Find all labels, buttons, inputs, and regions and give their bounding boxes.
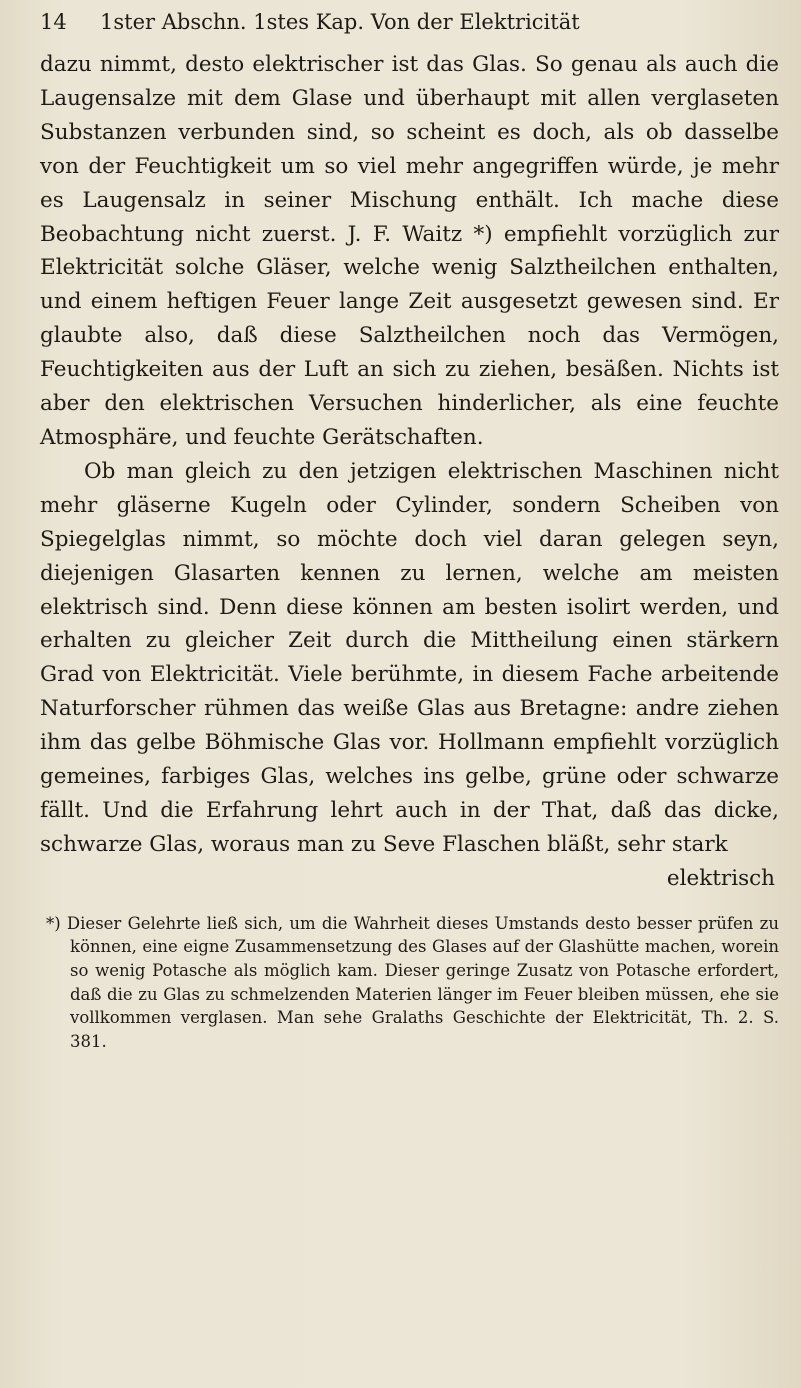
running-head — [40, 10, 779, 44]
paragraph-1: dazu nimmt, desto elektrischer ist das Glas. So genau als auch die Laugensalze mit dem Glase und überhaupt mit allen verglaseten Substanzen verbunden sind, so scheint es doch, als ob dasselbe von der Feuchtigkeit um so viel mehr angegriffen würde, je mehr es Laugensalz in seiner Mischung enthält. Ich mache diese Beobachtung nicht zuerst. J. F. Waitz *) empfiehlt vorzüglich zur Elektricität solche Gläser, welche wenig Salztheilchen enthalten, und einem heftigen Feuer lange Zeit ausgesetzt gewesen sind. Er glaubte also, daß diese Salztheilchen noch das Vermögen, Feuchtigkeiten aus der Luft an sich zu ziehen, besäßen. Nichts ist aber den elektrischen Versuchen hinderlicher, als eine feuchte Atmosphäre, und feuchte Gerätschaften. — [40, 52, 779, 450]
page-number: 14 — [40, 10, 67, 34]
footnote: *) Dieser Gelehrte ließ sich, um die Wahrheit dieses Umstands desto besser prüfen zu können, eine eigne Zusammensetzung des Glases auf der Glashütte machen, worein so wenig Potasche als möglich kam. Dieser geringe Zusatz von Potasche erfordert, daß die zu Glas zu schmelzenden Materien länger im Feuer bleiben müssen, ehe sie vollkommen verglasen. Man sehe Gralaths Geschichte der Elektricität, Th. 2. S. 381. — [46, 913, 779, 1051]
paragraph-2: Ob man gleich zu den jetzigen elektrischen Maschinen nicht mehr gläserne Kugeln oder Cylinder, sondern Scheiben von Spiegelglas nimmt, so möchte doch viel daran gelegen seyn, diejenigen Glasarten kennen zu lernen, welche am meisten elektrisch sind. Denn diese können am besten isolirt werden, und erhalten zu gleicher Zeit durch die Mittheilung einen stärkern Grad von Elektricität. Viele berühmte, in diesem Fache arbeitende Naturforscher rühmen das weiße Glas aus Bretagne: andre ziehen ihm das gelbe Böhmische Glas vor. Hollmann empfiehlt vorzüglich gemeines, farbiges Glas, welches ins gelbe, grüne oder schwarze fällt. Und die Erfahrung lehrt auch in der That, daß das dicke, schwarze Glas, woraus man zu Seve Flaschen bläßt, sehr stark — [40, 458, 779, 857]
running-title: 1ster Abschn. 1stes Kap. Von der Elektricität — [100, 10, 580, 34]
catchword: elektrisch — [666, 865, 775, 891]
body-text — [40, 48, 779, 862]
